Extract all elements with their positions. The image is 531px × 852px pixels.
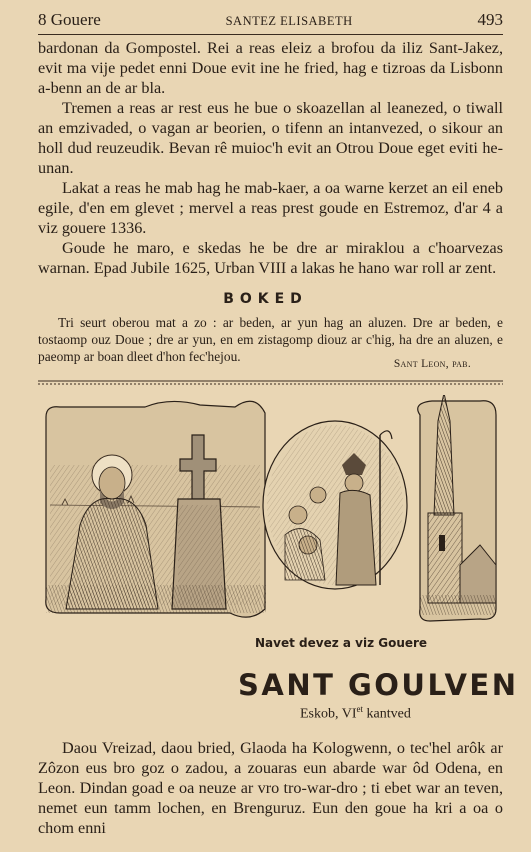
running-head: [38, 10, 503, 32]
bottom-text-block: [38, 738, 503, 838]
paragraph: Goude he maro, e skedas he be dre ar miraklou a c'hoarvezas warnan. Epad Jubile 1625, Urban VIII a lakas he hano war roll ar zent.: [38, 239, 503, 277]
saint-subtitle-suffix: kantved: [363, 706, 411, 722]
boked-text: Tri seurt oberou mat a zo : ar beden, ar yun hag an aluzen. Dre ar beden, e tostaomp ouz Doue ; dre ar yun, en em zistagomp diouz ar c'hig, ha dre an aluzen, e paeomp ar boan dleet d'hon fec'hejou.: [38, 315, 503, 364]
boked-signature: Sant Leon, pab.: [393, 358, 471, 370]
paragraph: bardonan da Gompostel. Rei a reas eleiz a brofou da iliz Sant-Jakez, evit ma vije pedet enni Doue evit ine he fried, hag e tizroas da Lisbonn a-benn an de ar bla.: [38, 39, 503, 97]
running-head-title: SANTEZ ELISABETH: [225, 14, 353, 28]
boked-title: BOKED: [223, 291, 308, 307]
page-number: 493: [477, 10, 503, 29]
saint-subtitle-prefix: Eskob, VI: [300, 706, 357, 722]
saint-name: SANT GOULVEN: [238, 668, 519, 702]
top-text-block: [38, 38, 503, 278]
illustration-caption: Navet devez a viz Gouere: [255, 636, 428, 650]
running-head-date: 8 Gouere: [38, 10, 101, 29]
saint-subtitle-sup: et: [356, 704, 364, 714]
saint-subtitle: [300, 704, 411, 723]
header-rule: [38, 34, 503, 35]
section-divider: [38, 380, 503, 385]
paragraph: Lakat a reas he mab hag he mab-kaer, a oa warne kerzet an eil eneb egile, d'en em glevet ; mervel a reas prest goude en Estremoz, d'ar 4 a viz gouere 1336.: [38, 179, 503, 237]
saint-engraving: [40, 395, 502, 625]
paragraph: Daou Vreizad, daou bried, Glaoda ha Kologwenn, o tec'hel arôk ar Zôzon eus bro goz o zadou, a zouaras eun abarde war ôd Odena, en Leon. Dindan goad e oa neuze ar vro tro-war-dro ; ti ebet war an teven, nemet eun tamm lochen, en Brenguruz. Eun den goue ha kri a oa o chom enni: [38, 739, 503, 837]
paragraph: Tremen a reas ar rest eus he bue o skoazellan al leanezed, o tiwall an emzivaded, o vagan ar beorien, o tifenn an intanvezed, o sikour an holl dud reuzeudik. Bevan rê muioc'h evit an Otrou Doue eget eviti he-unan.: [38, 99, 503, 177]
